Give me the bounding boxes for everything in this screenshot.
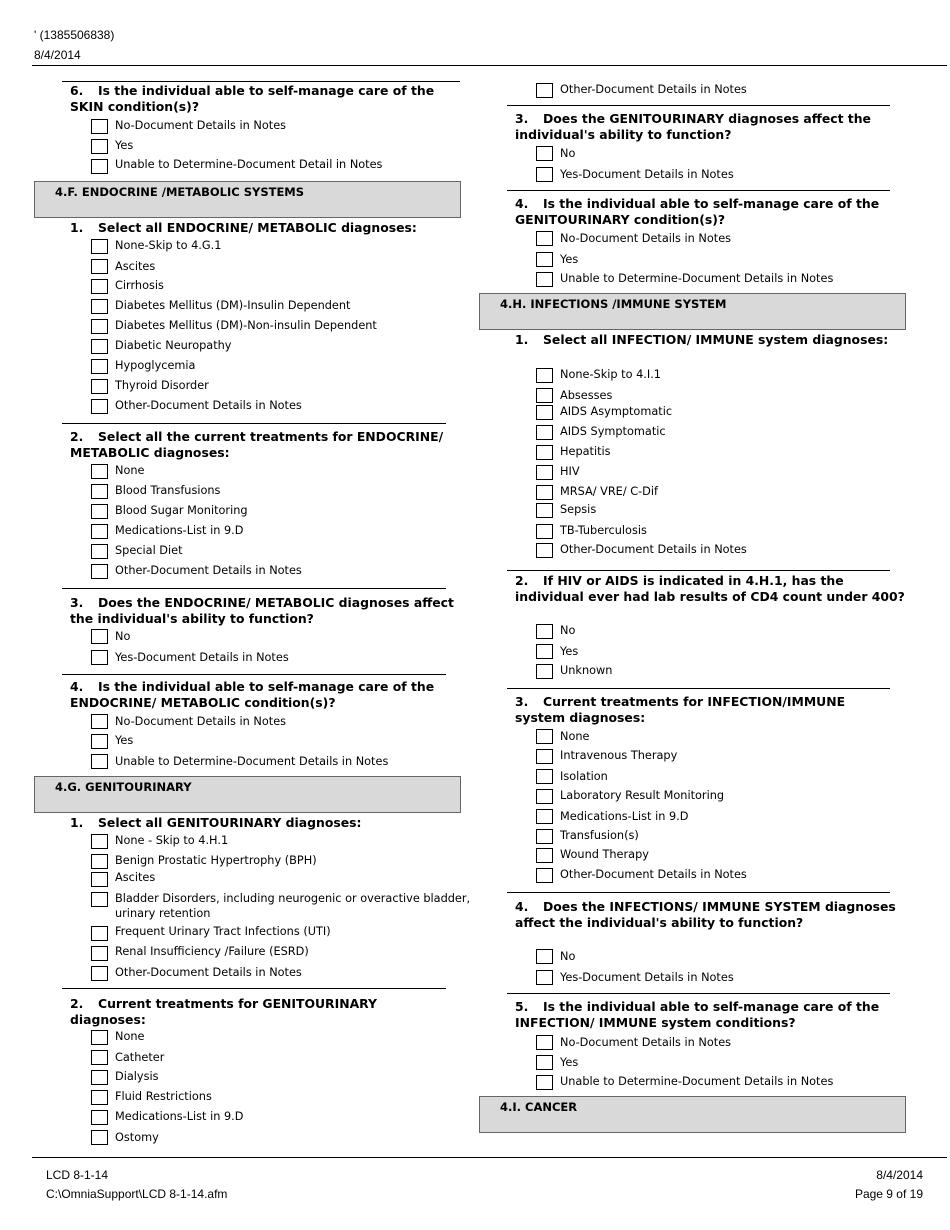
infection-q2-question: 2. If HIV or AIDS is indicated in 4.H.1, has the individual ever had lab results of CD4 count under 400? bbox=[515, 573, 905, 604]
option-label: Ascites bbox=[115, 871, 156, 884]
option-label: No bbox=[560, 147, 576, 160]
option-label: Yes-Document Details in Notes bbox=[560, 168, 734, 181]
divider bbox=[507, 105, 890, 106]
option-label: Blood Transfusions bbox=[115, 484, 221, 497]
option-label: Unable to Determine-Document Detail in Notes bbox=[115, 158, 383, 171]
checkbox[interactable] bbox=[536, 769, 553, 784]
checkbox[interactable] bbox=[91, 1030, 108, 1045]
genitourinary-q2-question: 2. Current treatments for GENITOURINARY diagnoses: bbox=[70, 996, 378, 1027]
divider bbox=[62, 588, 446, 589]
checkbox[interactable] bbox=[91, 926, 108, 941]
header-rule bbox=[32, 65, 947, 66]
endocrine-q2-question: 2. Select all the current treatments for ENDOCRINE/ METABOLIC diagnoses: bbox=[70, 429, 444, 460]
checkbox[interactable] bbox=[536, 388, 553, 403]
option-label: Benign Prostatic Hypertrophy (BPH) bbox=[115, 854, 317, 867]
checkbox[interactable] bbox=[91, 629, 108, 644]
checkbox[interactable] bbox=[91, 259, 108, 274]
checkbox[interactable] bbox=[91, 119, 108, 134]
option-label: Unable to Determine-Document Details in Notes bbox=[115, 755, 389, 768]
checkbox[interactable] bbox=[91, 464, 108, 479]
checkbox[interactable] bbox=[536, 465, 553, 480]
page-number: Page 9 of 19 bbox=[854, 1187, 923, 1201]
checkbox[interactable] bbox=[536, 231, 553, 246]
checkbox[interactable] bbox=[536, 624, 553, 639]
section-header-infections: 4.H. INFECTIONS /IMMUNE SYSTEM bbox=[479, 293, 906, 330]
option-label: Yes bbox=[115, 139, 134, 152]
option-label: Diabetes Mellitus (DM)-Non-insulin Dependent bbox=[115, 319, 377, 332]
option-label: TB-Tuberculosis bbox=[560, 524, 647, 537]
document-id: ' (1385506838) bbox=[34, 28, 115, 42]
option-label: No-Document Details in Notes bbox=[115, 119, 287, 132]
checkbox[interactable] bbox=[91, 239, 108, 254]
option-label: Other-Document Details in Notes bbox=[115, 564, 302, 577]
divider bbox=[62, 988, 446, 989]
footer-form-name: LCD 8-1-14 bbox=[46, 1168, 109, 1182]
checkbox[interactable] bbox=[91, 159, 108, 174]
section-header-endocrine: 4.F. ENDOCRINE /METABOLIC SYSTEMS bbox=[34, 181, 461, 218]
checkbox[interactable] bbox=[536, 368, 553, 383]
option-label: Cirrhosis bbox=[115, 279, 164, 292]
option-label: Diabetic Neuropathy bbox=[115, 339, 232, 352]
checkbox[interactable] bbox=[536, 789, 553, 804]
endocrine-q3-question: 3. Does the ENDOCRINE/ METABOLIC diagnoses affect the individual's ability to function? bbox=[70, 595, 454, 626]
option-label: Other-Document Details in Notes bbox=[560, 543, 747, 556]
option-label: None bbox=[115, 464, 145, 477]
checkbox[interactable] bbox=[536, 1035, 553, 1050]
checkbox[interactable] bbox=[91, 379, 108, 394]
genitourinary-q3-question: 3. Does the GENITOURINARY diagnoses affect the individual's ability to function? bbox=[515, 111, 871, 142]
option-label: No bbox=[560, 624, 576, 637]
option-label: Catheter bbox=[115, 1051, 165, 1064]
footer-file-path: C:\OmniaSupport\LCD 8-1-14.afm bbox=[46, 1187, 228, 1201]
option-label: Other-Document Details in Notes bbox=[560, 868, 747, 881]
checkbox[interactable] bbox=[536, 405, 553, 420]
genitourinary-q4-question: 4. Is the individual able to self-manage care of the GENITOURINARY condition(s)? bbox=[515, 196, 880, 227]
option-label: None-Skip to 4.G.1 bbox=[115, 239, 222, 252]
checkbox[interactable] bbox=[536, 1055, 553, 1070]
checkbox[interactable] bbox=[91, 1110, 108, 1125]
checkbox[interactable] bbox=[91, 484, 108, 499]
divider bbox=[507, 892, 890, 893]
option-label: No-Document Details in Notes bbox=[560, 1036, 732, 1049]
option-label: None bbox=[560, 730, 590, 743]
option-label: None - Skip to 4.H.1 bbox=[115, 834, 229, 847]
checkbox[interactable] bbox=[91, 854, 108, 869]
option-label: Dialysis bbox=[115, 1070, 159, 1083]
option-label: Transfusion(s) bbox=[560, 829, 639, 842]
checkbox[interactable] bbox=[536, 809, 553, 824]
endocrine-q4-question: 4. Is the individual able to self-manage care of the ENDOCRINE/ METABOLIC condition(s)? bbox=[70, 679, 435, 710]
option-label: Fluid Restrictions bbox=[115, 1090, 212, 1103]
infection-q3-question: 3. Current treatments for INFECTION/IMMUNE system diagnoses: bbox=[515, 694, 846, 725]
section-header-genitourinary: 4.G. GENITOURINARY bbox=[34, 776, 461, 813]
option-label: Yes bbox=[115, 734, 134, 747]
checkbox[interactable] bbox=[91, 139, 108, 154]
option-label: Wound Therapy bbox=[560, 848, 649, 861]
option-label: Ostomy bbox=[115, 1131, 159, 1144]
option-label: None bbox=[115, 1030, 145, 1043]
checkbox[interactable] bbox=[91, 524, 108, 539]
option-label: Laboratory Result Monitoring bbox=[560, 789, 725, 802]
option-label: No bbox=[115, 630, 131, 643]
checkbox[interactable] bbox=[91, 319, 108, 334]
option-label: Hypoglycemia bbox=[115, 359, 196, 372]
option-label: No-Document Details in Notes bbox=[560, 232, 732, 245]
header-date: 8/4/2014 bbox=[34, 48, 81, 62]
checkbox[interactable] bbox=[536, 970, 553, 985]
genitourinary-q1-question: 1. Select all GENITOURINARY diagnoses: bbox=[70, 815, 362, 830]
checkbox[interactable] bbox=[536, 445, 553, 460]
checkbox[interactable] bbox=[536, 829, 553, 844]
option-label: Yes-Document Details in Notes bbox=[115, 651, 289, 664]
option-label: Renal Insufficiency /Failure (ESRD) bbox=[115, 945, 309, 958]
divider bbox=[507, 570, 890, 571]
option-label: Diabetes Mellitus (DM)-Insulin Dependent bbox=[115, 299, 351, 312]
option-label: urinary retention bbox=[115, 907, 211, 920]
checkbox[interactable] bbox=[91, 734, 108, 749]
checkbox[interactable] bbox=[91, 1070, 108, 1085]
option-label: Frequent Urinary Tract Infections (UTI) bbox=[115, 925, 331, 938]
option-label: Other-Document Details in Notes bbox=[115, 399, 302, 412]
option-label: Other-Document Details in Notes bbox=[560, 83, 747, 96]
checkbox[interactable] bbox=[91, 946, 108, 961]
option-label: None-Skip to 4.I.1 bbox=[560, 368, 661, 381]
option-label: Intravenous Therapy bbox=[560, 749, 678, 762]
checkbox[interactable] bbox=[91, 966, 108, 981]
footer-rule bbox=[32, 1157, 947, 1158]
footer-date: 8/4/2014 bbox=[876, 1168, 923, 1182]
checkbox[interactable] bbox=[91, 544, 108, 559]
option-label: Medications-List in 9.D bbox=[115, 1110, 244, 1123]
checkbox[interactable] bbox=[536, 729, 553, 744]
checkbox[interactable] bbox=[536, 425, 553, 440]
option-label: AIDS Asymptomatic bbox=[560, 405, 673, 418]
checkbox[interactable] bbox=[91, 564, 108, 579]
option-label: MRSA/ VRE/ C-Dif bbox=[560, 485, 658, 498]
checkbox[interactable] bbox=[536, 167, 553, 182]
checkbox[interactable] bbox=[536, 1075, 553, 1090]
option-label: Yes bbox=[560, 253, 579, 266]
checkbox[interactable] bbox=[91, 714, 108, 729]
endocrine-q1-question: 1. Select all ENDOCRINE/ METABOLIC diagnoses: bbox=[70, 220, 417, 235]
option-label: Unable to Determine-Document Details in Notes bbox=[560, 1075, 834, 1088]
checkbox[interactable] bbox=[91, 299, 108, 314]
option-label: Yes-Document Details in Notes bbox=[560, 971, 734, 984]
skin-q6-question: 6. Is the individual able to self-manage care of the SKIN condition(s)? bbox=[70, 83, 435, 114]
divider bbox=[507, 688, 890, 689]
checkbox[interactable] bbox=[536, 503, 553, 518]
section-header-cancer: 4.I. CANCER bbox=[479, 1096, 906, 1133]
option-label: No-Document Details in Notes bbox=[115, 715, 287, 728]
option-label: Unable to Determine-Document Details in Notes bbox=[560, 272, 834, 285]
checkbox[interactable] bbox=[536, 252, 553, 267]
checkbox[interactable] bbox=[536, 644, 553, 659]
checkbox[interactable] bbox=[91, 754, 108, 769]
checkbox[interactable] bbox=[91, 399, 108, 414]
option-label: Absesses bbox=[560, 389, 613, 402]
divider bbox=[62, 674, 446, 675]
option-label: HIV bbox=[560, 465, 580, 478]
checkbox[interactable] bbox=[536, 664, 553, 679]
checkbox[interactable] bbox=[91, 359, 108, 374]
option-label: AIDS Symptomatic bbox=[560, 425, 666, 438]
checkbox[interactable] bbox=[91, 892, 108, 907]
checkbox[interactable] bbox=[91, 650, 108, 665]
checkbox[interactable] bbox=[91, 504, 108, 519]
checkbox[interactable] bbox=[536, 848, 553, 863]
checkbox[interactable] bbox=[91, 834, 108, 849]
infection-q4-question: 4. Does the INFECTIONS/ IMMUNE SYSTEM diagnoses affect the individual's ability to function? bbox=[515, 899, 896, 930]
checkbox[interactable] bbox=[536, 272, 553, 287]
option-label: Special Diet bbox=[115, 544, 183, 557]
option-label: Yes bbox=[560, 1056, 579, 1069]
option-label: Thyroid Disorder bbox=[115, 379, 209, 392]
infection-q5-question: 5. Is the individual able to self-manage care of the INFECTION/ IMMUNE system conditions? bbox=[515, 999, 880, 1030]
option-label: Medications-List in 9.D bbox=[115, 524, 244, 537]
divider bbox=[62, 81, 460, 82]
checkbox[interactable] bbox=[91, 339, 108, 354]
checkbox[interactable] bbox=[91, 1090, 108, 1105]
checkbox[interactable] bbox=[536, 749, 553, 764]
checkbox[interactable] bbox=[536, 485, 553, 500]
checkbox[interactable] bbox=[536, 524, 553, 539]
option-label: Blood Sugar Monitoring bbox=[115, 504, 248, 517]
checkbox[interactable] bbox=[536, 146, 553, 161]
checkbox[interactable] bbox=[91, 279, 108, 294]
checkbox[interactable] bbox=[91, 1050, 108, 1065]
divider bbox=[507, 190, 890, 191]
divider bbox=[62, 423, 446, 424]
checkbox[interactable] bbox=[91, 872, 108, 887]
infection-q1-question: 1. Select all INFECTION/ IMMUNE system diagnoses: bbox=[515, 332, 889, 347]
option-label: Other-Document Details in Notes bbox=[115, 966, 302, 979]
checkbox[interactable] bbox=[536, 868, 553, 883]
option-label: No bbox=[560, 950, 576, 963]
checkbox[interactable] bbox=[536, 949, 553, 964]
option-label: Unknown bbox=[560, 664, 613, 677]
checkbox[interactable] bbox=[536, 543, 553, 558]
divider bbox=[507, 993, 890, 994]
option-label: Hepatitis bbox=[560, 445, 611, 458]
checkbox[interactable] bbox=[536, 83, 553, 98]
option-label: Isolation bbox=[560, 770, 608, 783]
option-label: Sepsis bbox=[560, 503, 597, 516]
option-label: Ascites bbox=[115, 260, 156, 273]
option-label: Yes bbox=[560, 645, 579, 658]
option-label: Bladder Disorders, including neurogenic or overactive bladder, bbox=[115, 892, 471, 905]
option-label: Medications-List in 9.D bbox=[560, 810, 689, 823]
checkbox[interactable] bbox=[91, 1130, 108, 1145]
